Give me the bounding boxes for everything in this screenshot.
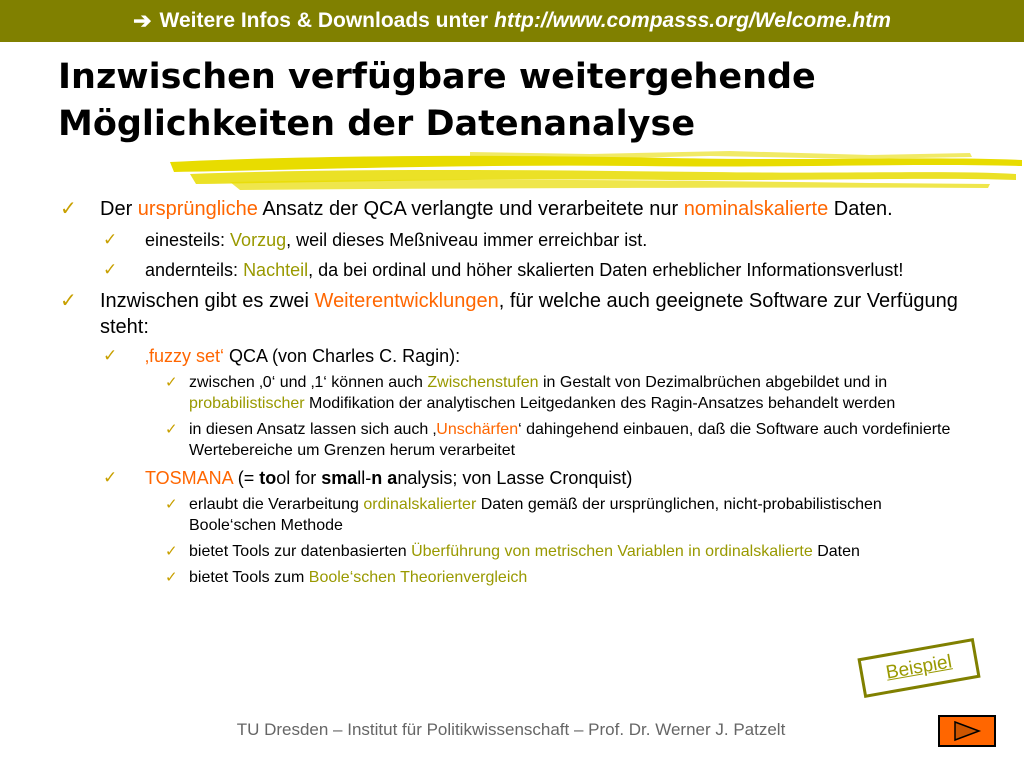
list-item (60, 196, 960, 222)
page-title (58, 54, 958, 148)
list-item (165, 494, 960, 536)
bullet-text: Der ursprüngliche Ansatz der QCA verlangte und verarbeitete nur nominalskalierte Daten. (100, 198, 893, 220)
checkmark-icon: ✓ (165, 496, 178, 513)
bullet-text: zwischen ‚0‘ und ‚1‘ können auch Zwischenstufen in Gestalt von Dezimalbrüchen abgebildet und in probabilistischer Modifikation der analytischen Leitgedanken des Ragin-Ansatzes behandelt werden (189, 374, 896, 412)
title-line-2: Möglichkeiten der Datenanalyse (58, 104, 696, 144)
list-item (60, 288, 960, 340)
list-item (165, 419, 960, 461)
bullet-text: andernteils: Nachteil, da bei ordinal und höher skalierten Daten erheblicher Informationsverlust! (145, 260, 904, 280)
header-url-link[interactable]: http://www.compasss.org/Welcome.htm (494, 9, 891, 32)
checkmark-icon: ✓ (165, 569, 178, 586)
bullet-text: bietet Tools zum Boole‘schen Theorienvergleich (189, 569, 528, 586)
footer (0, 720, 1024, 740)
bullet-text: bietet Tools zur datenbasierten Überführung von metrischen Variablen in ordinalskalierte Daten (189, 543, 860, 560)
checkmark-icon: ✓ (165, 374, 178, 391)
bullet-text: ‚fuzzy set‘ QCA (von Charles C. Ragin): (145, 346, 461, 366)
bullet-text: TOSMANA (= tool for small-n analysis; von Lasse Cronquist) (145, 468, 633, 488)
header-prefix: Weitere Infos & Downloads unter (159, 9, 489, 32)
play-triangle-icon (952, 720, 982, 742)
list-item (165, 372, 960, 414)
checkmark-icon: ✓ (165, 421, 178, 438)
list-item (165, 541, 955, 562)
footer-text: TU Dresden – Institut für Politikwissenschaft – Prof. Dr. Werner J. Patzelt (236, 720, 786, 739)
list-item (103, 228, 960, 252)
checkmark-icon: ✓ (60, 290, 77, 312)
header-banner (0, 0, 1024, 42)
checkmark-icon: ✓ (103, 346, 118, 365)
checkmark-icon: ✓ (165, 543, 178, 560)
checkmark-icon: ✓ (60, 198, 77, 220)
bullet-text: einesteils: Vorzug, weil dieses Meßniveau immer erreichbar ist. (145, 230, 648, 250)
list-item (103, 466, 960, 490)
list-item (103, 344, 960, 368)
arrow-right-icon: ➔ (133, 8, 152, 33)
bullet-text: Inzwischen gibt es zwei Weiterentwicklungen, für welche auch geeignete Software zur Verfügung steht: (100, 290, 958, 338)
beispiel-link-button[interactable] (857, 638, 980, 698)
checkmark-icon: ✓ (103, 260, 118, 279)
list-item (103, 258, 960, 282)
next-slide-button[interactable] (938, 715, 996, 747)
bullet-text: in diesen Ansatz lassen sich auch ‚Unschärfen‘ dahingehend einbauen, daß die Software auch vordefinierte Wertebereiche um Grenzen herum verarbeitet (189, 421, 951, 459)
bullet-text: erlaubt die Verarbeitung ordinalskalierter Daten gemäß der ursprünglichen, nicht-probabilistischen Boole‘schen Methode (189, 496, 882, 534)
title-line-1: Inzwischen verfügbare weitergehende (58, 57, 816, 97)
checkmark-icon: ✓ (103, 230, 118, 249)
bullet-list (60, 196, 960, 588)
brush-stroke-decoration (170, 150, 1022, 192)
list-item (165, 567, 960, 588)
beispiel-label: Beispiel (884, 651, 954, 684)
checkmark-icon: ✓ (103, 468, 118, 487)
